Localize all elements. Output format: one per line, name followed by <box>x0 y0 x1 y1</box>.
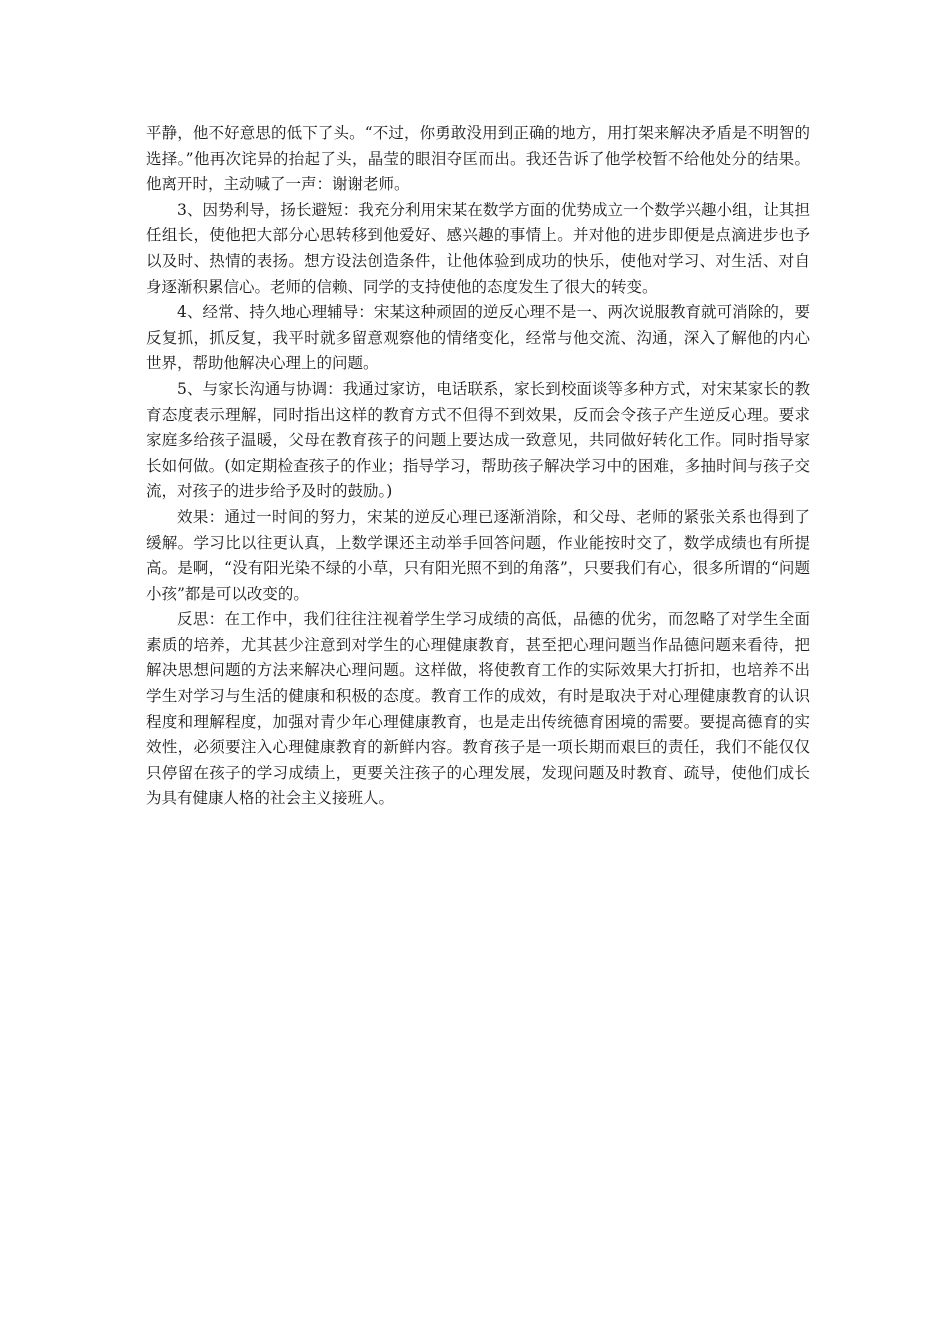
paragraph-strategy-3: 3、因势利导，扬长避短：我充分利用宋某在数学方面的优势成立一个数学兴趣小组，让其担任组长，使他把大部分心思转移到他爱好、感兴趣的事情上。并对他的进步即便是点滴进步也予以及时、热情的表扬。想方设法创造条件，让他体验到成功的快乐，使他对学习、对生活、对自身逐渐积累信心。老师的信赖、同学的支持使他的态度发生了很大的转变。 <box>146 200 810 296</box>
document-body <box>146 121 810 812</box>
paragraph-continuation: 平静，他不好意思的低下了头。“不过，你勇敢没用到正确的地方，用打架来解决矛盾是不明智的选择。”他再次诧异的抬起了头，晶莹的眼泪夺匡而出。我还告诉了他学校暂不给他处分的结果。他离开时，主动喊了一声：谢谢老师。 <box>146 124 810 194</box>
paragraph-strategy-4: 4、经常、持久地心理辅导：宋某这种顽固的逆反心理不是一、两次说服教育就可消除的，要反复抓，抓反复，我平时就多留意观察他的情绪变化，经常与他交流、沟通，深入了解他的内心世界，帮助他解决心理上的问题。 <box>146 303 810 373</box>
paragraph-reflection: 反思：在工作中，我们往往注视着学生学习成绩的高低，品德的优劣，而忽略了对学生全面素质的培养，尤其甚少注意到对学生的心理健康教育，甚至把心理问题当作品德问题来看待，把解决思想问题的方法来解决心理问题。这样做，将使教育工作的实际效果大打折扣，也培养不出学生对学习与生活的健康和积极的态度。教育工作的成效，有时是取决于对心理健康教育的认识程度和理解程度，加强对青少年心理健康教育，也是走出传统德育困境的需要。要提高德育的实效性，必须要注入心理健康教育的新鲜内容。教育孩子是一项长期而艰巨的责任，我们不能仅仅只停留在孩子的学习成绩上，更要关注孩子的心理发展，发现问题及时教育、疏导，使他们成长为具有健康人格的社会主义接班人。 <box>146 610 810 808</box>
paragraph-strategy-5: 5、与家长沟通与协调：我通过家访，电话联系，家长到校面谈等多种方式，对宋某家长的教育态度表示理解，同时指出这样的教育方式不但得不到效果，反而会令孩子产生逆反心理。要求家庭多给孩子温暖，父母在教育孩子的问题上要达成一致意见，共同做好转化工作。同时指导家长如何做。(如定期检查孩子的作业；指导学习，帮助孩子解决学习中的困难，多抽时间与孩子交流，对孩子的进步给予及时的鼓励。) <box>146 379 810 501</box>
paragraph-effect: 效果：通过一时间的努力，宋某的逆反心理已逐渐消除，和父母、老师的紧张关系也得到了缓解。学习比以往更认真，上数学课还主动举手回答问题，作业能按时交了，数学成绩也有所提高。是啊，“没有阳光染不绿的小草，只有阳光照不到的角落”，只要我们有心，很多所谓的“问题小孩”都是可以改变的。 <box>146 507 810 603</box>
